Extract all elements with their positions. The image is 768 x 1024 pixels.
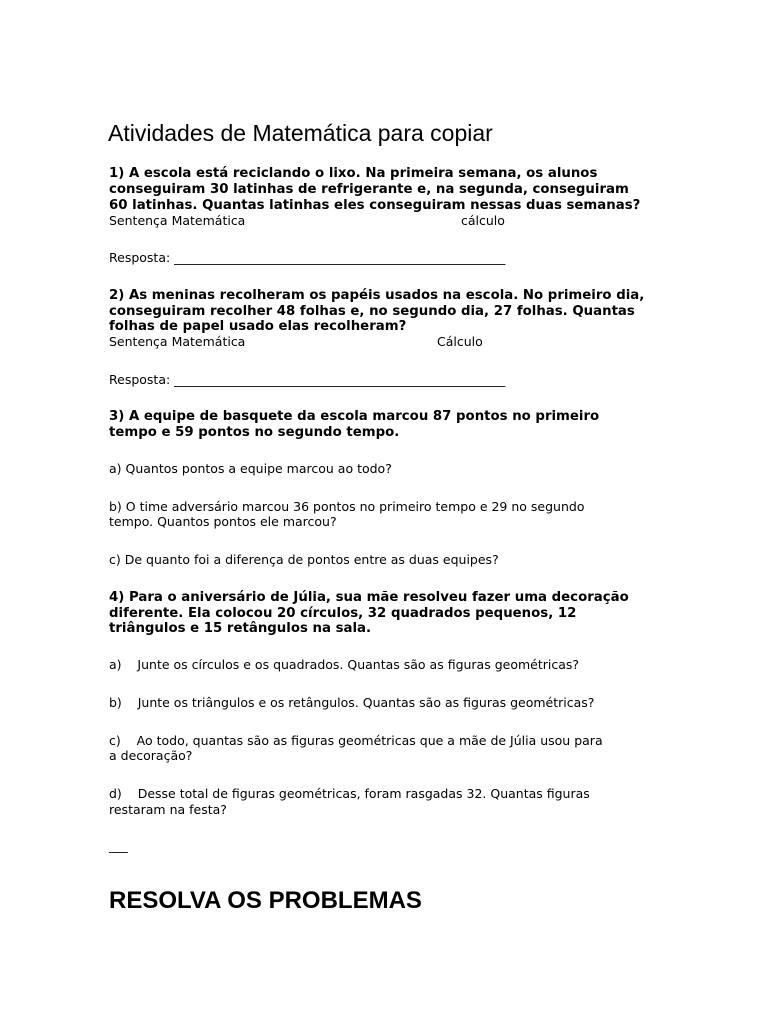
q4-line-2: diferente. Ela colocou 20 círculos, 32 quadrados pequenos, 12 [109, 606, 577, 621]
section-title: RESOLVA OS PROBLEMAS [109, 887, 422, 914]
q3-line-1: 3) A equipe de basquete da escola marcou 87 pontos no primeiro [109, 409, 600, 424]
q1-sentence-label: Sentença Matemática [109, 213, 246, 228]
q4-item-d-line-2: restaram na festa? [109, 802, 227, 817]
q4-item-b: b) Junte os triângulos e os retângulos. Quantas são as figuras geométricas? [109, 695, 595, 710]
q1-line-1: 1) A escola está reciclando o lixo. Na primeira semana, os alunos [109, 166, 598, 181]
q3-item-b-line-2: tempo. Quantos pontos ele marcou? [109, 514, 337, 529]
q1-calc-label: cálculo [461, 213, 505, 228]
q2-answer-line: Resposta: _____________________________________________________ [109, 372, 506, 387]
q3-item-a: a) Quantos pontos a equipe marcou ao todo? [109, 461, 392, 476]
short-underline: ___ [109, 838, 128, 853]
q4-line-1: 4) Para o aniversário de Júlia, sua mãe resolveu fazer uma decoração [109, 590, 629, 605]
q1-answer-line: Resposta: _____________________________________________________ [109, 250, 506, 265]
q4-item-c-line-1: c) Ao todo, quantas são as figuras geométricas que a mãe de Júlia usou para [109, 733, 603, 748]
q3-item-b-line-1: b) O time adversário marcou 36 pontos no primeiro tempo e 29 no segundo [109, 499, 585, 514]
q1-line-3: 60 latinhas. Quantas latinhas eles conseguiram nessas duas semanas? [109, 198, 641, 213]
page-title: Atividades de Matemática para copiar [108, 120, 493, 146]
q2-sentence-label: Sentença Matemática [109, 334, 246, 349]
q4-item-c-line-2: a decoração? [109, 748, 193, 763]
q4-item-a: a) Junte os círculos e os quadrados. Quantas são as figuras geométricas? [109, 657, 580, 672]
q3-line-2: tempo e 59 pontos no segundo tempo. [109, 425, 400, 440]
q2-line-1: 2) As meninas recolheram os papéis usados na escola. No primeiro dia, [109, 288, 645, 303]
q2-calc-label: Cálculo [437, 334, 483, 349]
q4-line-3: triângulos e 15 retângulos na sala. [109, 621, 372, 636]
q3-item-c: c) De quanto foi a diferença de pontos entre as duas equipes? [109, 552, 499, 567]
q1-line-2: conseguiram 30 latinhas de refrigerante e, na segunda, conseguiram [109, 182, 629, 197]
q2-line-3: folhas de papel usado elas recolheram? [109, 319, 407, 334]
q4-item-d-line-1: d) Desse total de figuras geométricas, foram rasgadas 32. Quantas figuras [109, 786, 590, 801]
q2-line-2: conseguiram recolher 48 folhas e, no segundo dia, 27 folhas. Quantas [109, 304, 635, 319]
